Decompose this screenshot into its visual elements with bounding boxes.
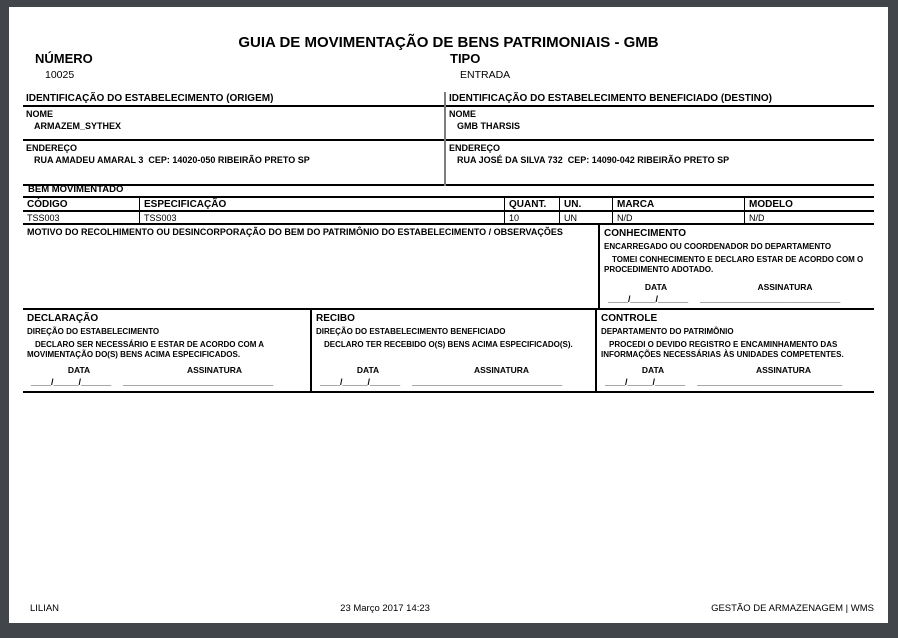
declaracao-title: DECLARAÇÃO bbox=[27, 313, 99, 324]
assinatura-label: ASSINATURA bbox=[755, 365, 812, 375]
conhecimento-sign-lines bbox=[600, 294, 874, 308]
footer-datetime: 23 Março 2017 14:23 bbox=[340, 603, 430, 614]
blank-signature-line: ____________________________ bbox=[700, 294, 841, 304]
destino-endereco-value: RUA JOSÉ DA SILVA 732 CEP: 14090-042 RIBEIRÃO PRETO SP bbox=[457, 155, 730, 165]
controle-block bbox=[597, 310, 874, 391]
data-label: DATA bbox=[67, 365, 91, 375]
table-row-un: UN bbox=[560, 212, 613, 225]
numero-block bbox=[35, 51, 93, 81]
destino-section-title: IDENTIFICAÇÃO DO ESTABELECIMENTO BENEFICIADO (DESTINO) bbox=[446, 92, 874, 107]
destino-nome-label: NOME bbox=[449, 109, 476, 119]
motivo-cell bbox=[23, 225, 600, 308]
motivo-title: MOTIVO DO RECOLHIMENTO OU DESINCORPORAÇÃO DO BEM DO PATRIMÔNIO DO ESTABELECIMENTO / OBSERVAÇÕES bbox=[27, 227, 563, 237]
page-title: GUIA DE MOVIMENTAÇÃO DE BENS PATRIMONIAIS - GMB bbox=[238, 34, 659, 51]
blank-date-line: ____/_____/______ bbox=[608, 294, 689, 304]
assinatura-label: ASSINATURA bbox=[473, 365, 530, 375]
recibo-body: DECLARO TER RECEBIDO O(S) BENS ACIMA ESPECIFICADO(S). bbox=[324, 340, 573, 349]
controle-subtitle: DEPARTAMENTO DO PATRIMÔNIO bbox=[601, 327, 734, 336]
conhecimento-body: TOMEI CONHECIMENTO E DECLARO ESTAR DE ACORDO COM O PROCEDIMENTO ADOTADO. bbox=[604, 255, 864, 275]
controle-sign-lines bbox=[597, 377, 874, 391]
destino-endereco-field bbox=[446, 141, 874, 186]
origem-endereco-field bbox=[23, 141, 444, 186]
numero-label: NÚMERO bbox=[35, 51, 93, 66]
origem-nome-value: ARMAZEM_SYTHEX bbox=[34, 121, 122, 131]
blank-signature-line: ______________________________ bbox=[123, 377, 274, 387]
destino-endereco-label: ENDEREÇO bbox=[449, 143, 501, 153]
declaracao-sign-labels bbox=[23, 365, 310, 377]
conhecimento-title: CONHECIMENTO bbox=[604, 228, 687, 239]
tipo-value: ENTRADA bbox=[460, 69, 511, 81]
declaracao-sign-lines bbox=[23, 377, 310, 391]
numero-value: 10025 bbox=[45, 69, 75, 81]
declaracao-body: DECLARO SER NECESSÁRIO E ESTAR DE ACORDO COM A MOVIMENTAÇÃO DO(S) BENS ACIMA ESPECIFICADOS. bbox=[27, 340, 264, 360]
controle-title: CONTROLE bbox=[601, 313, 658, 324]
column-header-modelo: MODELO bbox=[745, 198, 874, 212]
signature-row bbox=[23, 310, 874, 393]
origem-section-title: IDENTIFICAÇÃO DO ESTABELECIMENTO (ORIGEM) bbox=[23, 92, 444, 107]
origem-endereco-label: ENDEREÇO bbox=[26, 143, 78, 153]
assinatura-label: ASSINATURA bbox=[757, 282, 813, 292]
column-header-codigo: CÓDIGO bbox=[23, 198, 140, 212]
report-footer bbox=[23, 603, 874, 614]
blank-signature-line: ______________________________ bbox=[412, 377, 563, 387]
origem-nome-field bbox=[23, 107, 444, 141]
origem-endereco-value: RUA AMADEU AMARAL 3 CEP: 14020-050 RIBEIRÃO PRETO SP bbox=[34, 155, 310, 165]
assinatura-label: ASSINATURA bbox=[186, 365, 243, 375]
recibo-title: RECIBO bbox=[316, 313, 355, 324]
blank-date-line: ____/_____/______ bbox=[320, 377, 401, 387]
recibo-subtitle: DIREÇÃO DO ESTABELECIMENTO BENEFICIADO bbox=[316, 327, 506, 336]
recibo-sign-labels bbox=[312, 365, 595, 377]
recibo-block bbox=[312, 310, 597, 391]
column-header-especificacao: ESPECIFICAÇÃO bbox=[140, 198, 505, 212]
column-header-un: UN. bbox=[560, 198, 613, 212]
conhecimento-block bbox=[600, 225, 874, 308]
column-header-quant: QUANT. bbox=[505, 198, 560, 212]
blank-signature-line: _____________________________ bbox=[697, 377, 843, 387]
tipo-block bbox=[450, 51, 510, 81]
conhecimento-sign-labels bbox=[600, 282, 874, 294]
blank-date-line: ____/_____/______ bbox=[605, 377, 686, 387]
footer-system-name: GESTÃO DE ARMAZENAGEM | WMS bbox=[711, 603, 874, 614]
destino-column bbox=[446, 92, 874, 186]
destino-nome-value: GMB THARSIS bbox=[457, 121, 520, 131]
controle-body: PROCEDI O DEVIDO REGISTRO E ENCAMINHAMENTO DAS INFORMAÇÕES NECESSÁRIAS ÀS UNIDADES COMPETENTES. bbox=[601, 340, 844, 360]
motivo-conhecimento-row bbox=[23, 225, 874, 310]
report-page bbox=[9, 7, 888, 623]
bem-movimentado-table bbox=[23, 198, 874, 225]
column-header-marca: MARCA bbox=[613, 198, 745, 212]
recibo-sign-lines bbox=[312, 377, 595, 391]
declaracao-block bbox=[23, 310, 312, 391]
tipo-label: TIPO bbox=[450, 51, 481, 66]
conhecimento-subtitle: ENCARREGADO OU COORDENADOR DO DEPARTAMENTO bbox=[604, 242, 832, 251]
blank-date-line: ____/_____/______ bbox=[31, 377, 112, 387]
table-row-especificacao: TSS003 bbox=[140, 212, 505, 225]
table-row-marca: N/D bbox=[613, 212, 745, 225]
table-row-modelo: N/D bbox=[745, 212, 874, 225]
declaracao-subtitle: DIREÇÃO DO ESTABELECIMENTO bbox=[27, 327, 160, 336]
controle-sign-labels bbox=[597, 365, 874, 377]
footer-user: LILIAN bbox=[30, 603, 60, 614]
data-label: DATA bbox=[641, 365, 665, 375]
table-row-quant: 10 bbox=[505, 212, 560, 225]
data-label: DATA bbox=[356, 365, 380, 375]
origem-nome-label: NOME bbox=[26, 109, 53, 119]
origem-column bbox=[23, 92, 446, 186]
table-row-codigo: TSS003 bbox=[23, 212, 140, 225]
bem-movimentado-section-title: BEM MOVIMENTADO bbox=[23, 183, 874, 198]
destino-nome-field bbox=[446, 107, 874, 141]
identification-section bbox=[23, 92, 874, 186]
data-label: DATA bbox=[644, 282, 668, 292]
